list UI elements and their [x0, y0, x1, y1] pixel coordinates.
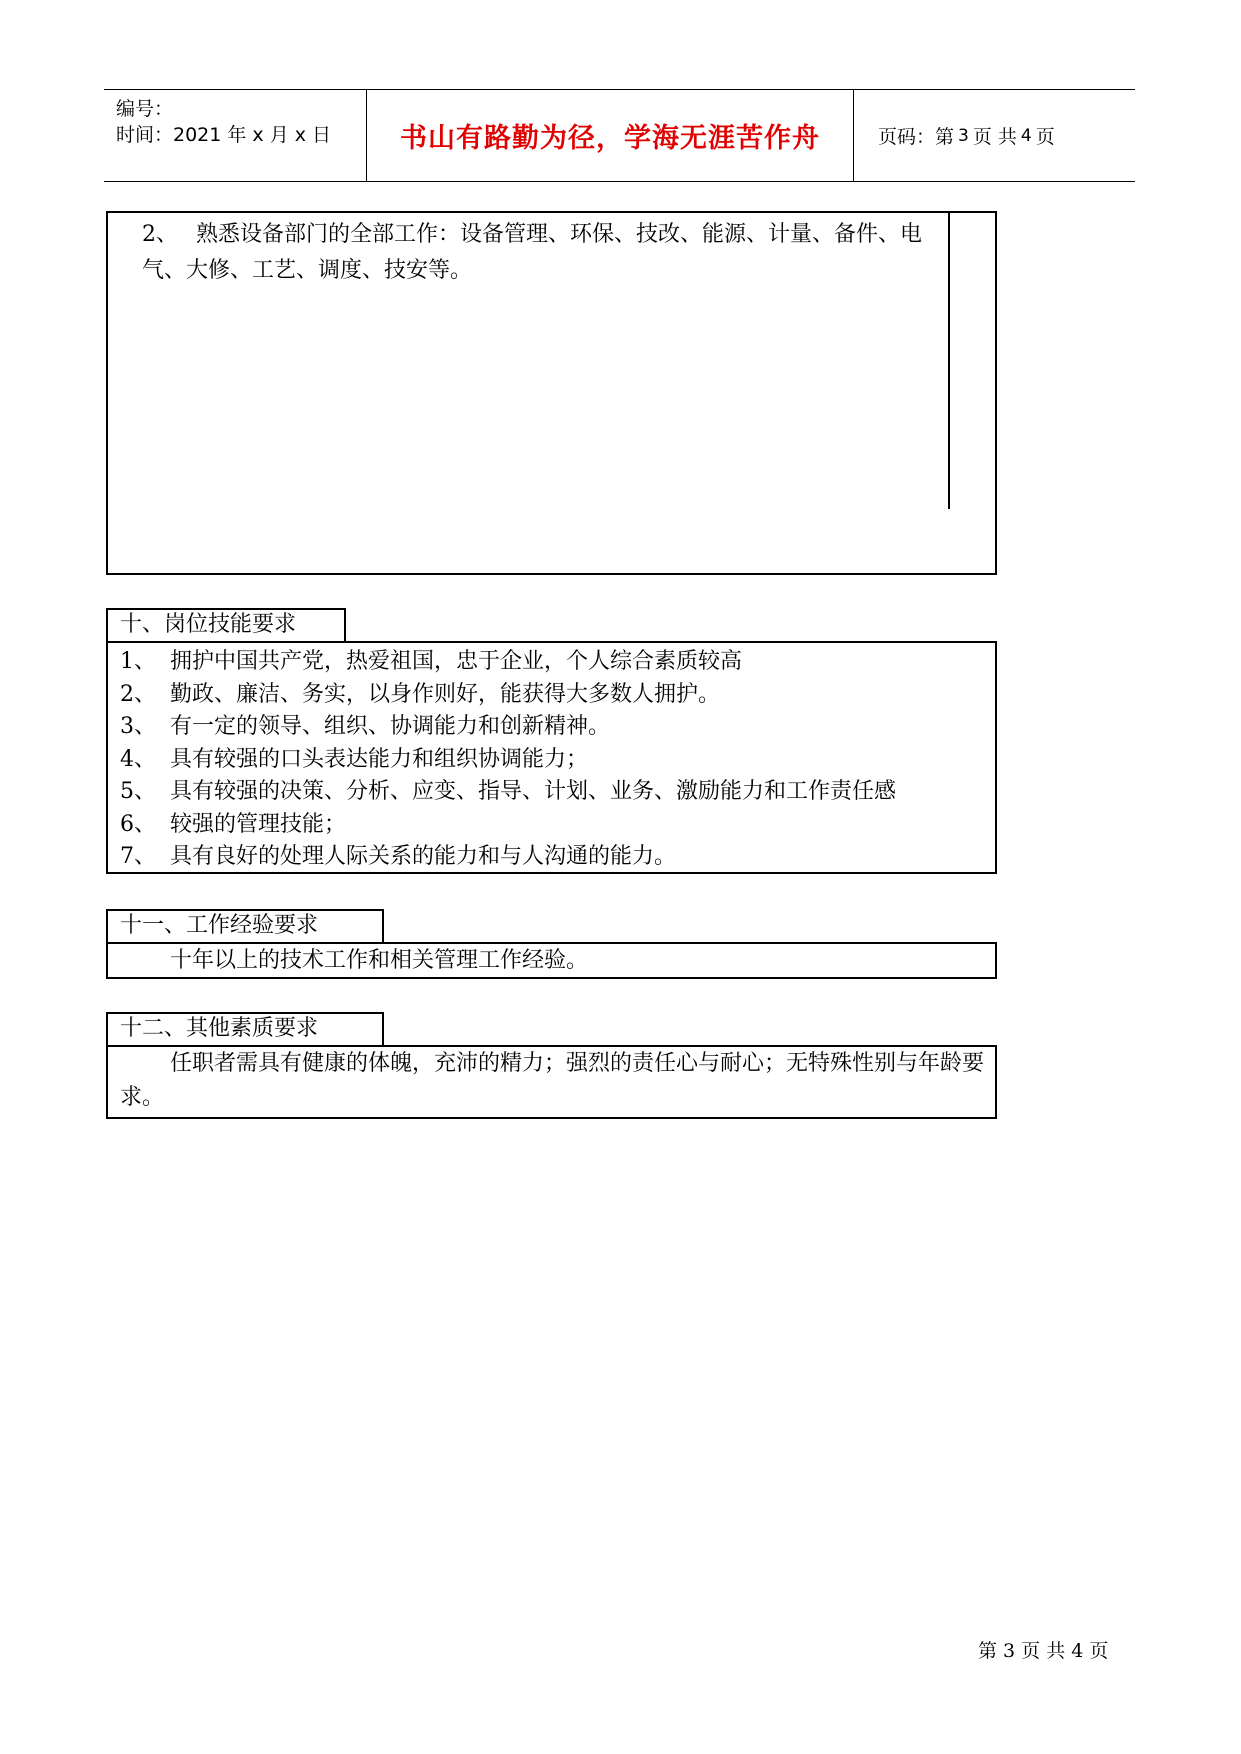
item-number: 7、 [120, 844, 156, 869]
item-number: 4、 [120, 746, 156, 772]
list-item [120, 679, 995, 712]
list-item [120, 744, 995, 777]
list-item [120, 776, 995, 809]
item-text: 具有较强的口头表达能力和组织协调能力； [170, 746, 589, 772]
previous-section-box [106, 211, 997, 575]
page-prefix: 页码：第 [878, 126, 955, 148]
page-footer: 第 3 页 共 4 页 [978, 1640, 1109, 1662]
list-item [120, 646, 995, 679]
header-page-cell [866, 90, 1147, 181]
section-title: 十二、其他素质要求 [106, 1012, 384, 1046]
item-text: 有一定的领导、组织、协调能力和创新精神。 [170, 714, 611, 739]
item-text: 具有良好的处理人际关系的能力和与人沟通的能力。 [170, 844, 677, 869]
page-header [104, 89, 1135, 182]
list-item [120, 711, 995, 744]
page-total: 4 [1020, 125, 1032, 146]
item-number: 2、 [142, 222, 178, 247]
time-label: 时间：2021 年 x 月 x 日 [116, 124, 332, 146]
experience-text: 十年以上的技术工作和相关管理工作经验。 [170, 948, 589, 973]
page-suffix: 页 [1035, 126, 1055, 148]
item-number: 6、 [120, 811, 156, 837]
header-meta-cell [104, 90, 367, 181]
item-number: 1、 [120, 649, 156, 674]
item-number: 3、 [120, 714, 156, 739]
item-text: 具有较强的决策、分析、应变、指导、计划、业务、激励能力和工作责任感 [170, 779, 897, 804]
experience-box [106, 942, 997, 979]
other-quality-box [106, 1045, 997, 1119]
item-text: 拥护中国共产党，热爱祖国，忠于企业，个人综合素质较高 [170, 649, 743, 674]
page-mid: 页 共 [972, 126, 1017, 148]
list-item [120, 841, 995, 874]
list-item [120, 809, 995, 842]
page-current: 3 [958, 125, 969, 146]
item-text: 勤政、廉洁、务实，以身作则好，能获得大多数人拥护。 [170, 681, 721, 707]
other-quality-text: 任职者需具有健康的体魄，充沛的精力；强烈的责任心与耐心；无特殊性别与年龄要求。 [120, 1051, 985, 1110]
item-number: 2、 [120, 681, 156, 707]
inner-divider [948, 213, 950, 509]
section-title: 十一、工作经验要求 [106, 909, 384, 943]
motto-text: 书山有路勤为径，学海无涯苦作舟 [400, 123, 820, 154]
item-text: 熟悉设备部门的全部工作：设备管理、环保、技改、能源、计量、备件、电气、大修、工艺、调度、技安等。 [142, 222, 923, 283]
item-text: 较强的管理技能； [170, 811, 347, 837]
list-item [142, 217, 942, 289]
section-title: 十、岗位技能要求 [106, 608, 346, 642]
skills-list-box [106, 641, 997, 874]
header-motto-cell [367, 90, 854, 181]
item-number: 5、 [120, 779, 156, 804]
number-label: 编号： [116, 98, 174, 120]
